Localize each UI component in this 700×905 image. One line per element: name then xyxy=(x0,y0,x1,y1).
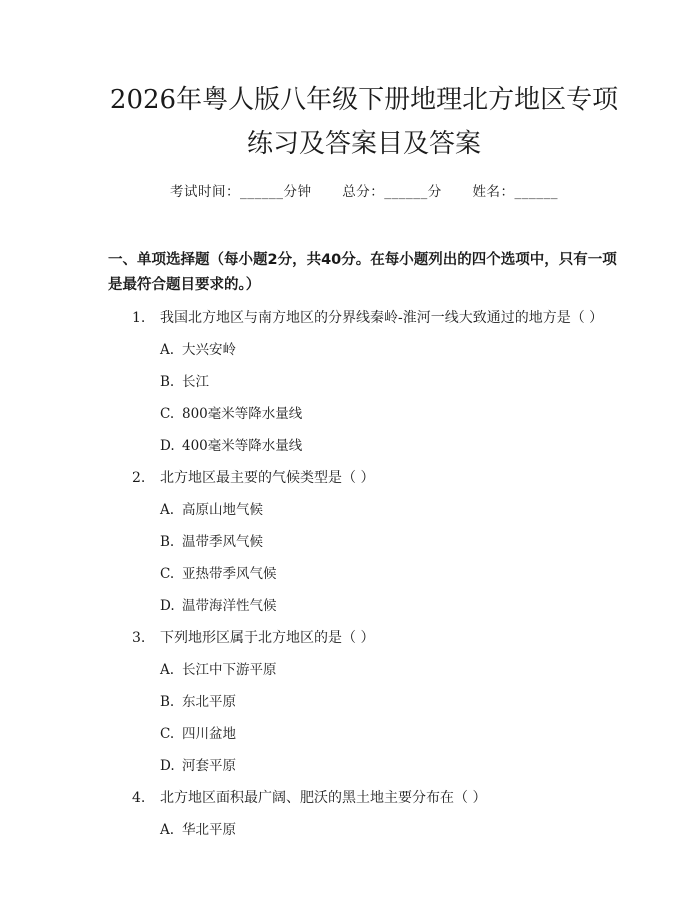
question-number: 4. xyxy=(132,790,146,806)
option-letter: C. xyxy=(160,726,175,742)
option-a xyxy=(108,340,620,360)
option-text: 华北平原 xyxy=(182,822,236,838)
option-letter: C. xyxy=(160,406,175,422)
option-text: 温带海洋性气候 xyxy=(182,598,277,614)
option-letter: D. xyxy=(160,758,175,774)
option-letter: C. xyxy=(160,566,175,582)
question-stem xyxy=(108,468,620,488)
option-c xyxy=(108,724,620,744)
option-a xyxy=(108,820,620,840)
option-letter: B. xyxy=(160,534,175,550)
option-text: 亚热带季风气候 xyxy=(182,566,277,582)
exam-meta xyxy=(108,180,620,200)
question-text: 北方地区最主要的气候类型是（ ） xyxy=(160,470,375,486)
option-text: 长江 xyxy=(182,374,209,390)
question-text: 北方地区面积最广阔、肥沃的黑土地主要分布在（ ） xyxy=(160,790,487,806)
question-stem xyxy=(108,628,620,648)
section-heading: 一、单项选择题（每小题2分，共40分。在每小题列出的四个选项中，只有一项是最符合题目要求的。） xyxy=(108,252,617,293)
option-text: 东北平原 xyxy=(182,694,236,710)
question-stem xyxy=(108,788,620,808)
question-number: 2. xyxy=(132,470,146,486)
option-b xyxy=(108,372,620,392)
question-3 xyxy=(108,628,620,776)
option-b xyxy=(108,692,620,712)
question-text: 我国北方地区与南方地区的分界线秦岭-淮河一线大致通过的地方是（ ） xyxy=(160,310,604,326)
option-letter: D. xyxy=(160,438,175,454)
document-title: 2026年粤人版八年级下册地理北方地区专项练习及答案目及答案 xyxy=(109,85,619,159)
option-text: 400毫米等降水量线 xyxy=(182,438,303,454)
option-letter: A. xyxy=(160,502,175,518)
exam-name-field: 姓名：______ xyxy=(472,184,559,200)
question-2 xyxy=(108,468,620,616)
question-4 xyxy=(108,788,620,840)
option-text: 温带季风气候 xyxy=(182,534,263,550)
option-letter: A. xyxy=(160,662,175,678)
question-number: 1. xyxy=(132,310,146,326)
option-text: 800毫米等降水量线 xyxy=(182,406,303,422)
option-text: 高原山地气候 xyxy=(182,502,263,518)
option-b xyxy=(108,532,620,552)
question-stem xyxy=(108,308,620,328)
option-c xyxy=(108,404,620,424)
option-a xyxy=(108,500,620,520)
option-text: 大兴安岭 xyxy=(182,342,236,358)
option-a xyxy=(108,660,620,680)
exam-time-field: 考试时间：______分钟 xyxy=(169,184,312,200)
option-letter: D. xyxy=(160,598,175,614)
option-c xyxy=(108,564,620,584)
question-number: 3. xyxy=(132,630,146,646)
option-letter: B. xyxy=(160,694,175,710)
question-1 xyxy=(108,308,620,456)
option-d xyxy=(108,596,620,616)
option-text: 长江中下游平原 xyxy=(182,662,277,678)
option-letter: A. xyxy=(160,342,175,358)
question-text: 下列地形区属于北方地区的是（ ） xyxy=(160,630,375,646)
exam-score-field: 总分：______分 xyxy=(342,184,442,200)
option-d xyxy=(108,436,620,456)
option-letter: A. xyxy=(160,822,175,838)
question-list xyxy=(108,308,620,840)
option-text: 河套平原 xyxy=(182,758,236,774)
option-text: 四川盆地 xyxy=(182,726,236,742)
option-letter: B. xyxy=(160,374,175,390)
option-d xyxy=(108,756,620,776)
